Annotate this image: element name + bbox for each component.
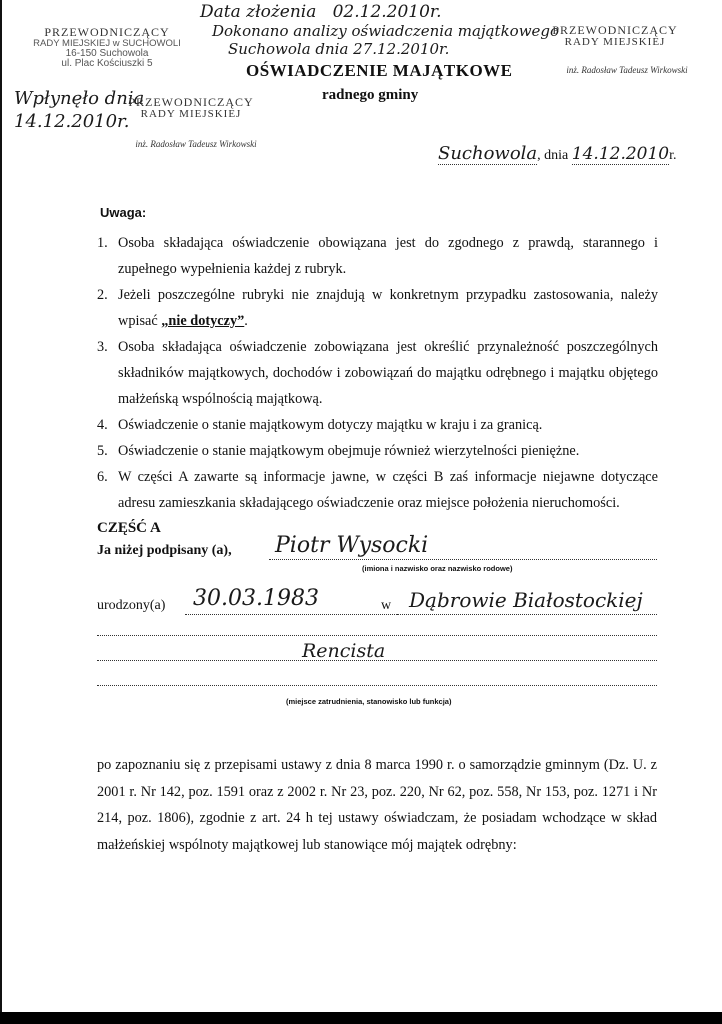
handwritten-name: Piotr Wysocki [275, 533, 429, 558]
stamp-top-left [22, 26, 192, 70]
note-text: Oświadczenie o stanie majątkowym dotyczy majątku w kraju i za granicą. [118, 417, 543, 433]
employment-dotted-line-3 [97, 685, 657, 686]
name-caption: (imiona i nazwisko oraz nazwisko rodowe) [362, 564, 513, 573]
document-subtitle: radnego gminy [322, 87, 419, 103]
stamp-title: PRZEWODNICZĄCY [128, 95, 254, 109]
stamp-signature: inż. Radosław Tadeusz Wirkowski [135, 139, 257, 149]
handwritten-birth-date: 30.03.1983 [193, 586, 319, 611]
note-item [97, 282, 658, 334]
employment-caption: (miejsce zatrudnienia, stanowisko lub funkcja) [286, 697, 452, 706]
date-suffix: r. [669, 148, 677, 163]
note-item [97, 464, 658, 516]
note-text: Jeżeli poszczególne rubryki nie znajdują w konkretnym przypadku zastosowania, należy wpisać [118, 287, 658, 329]
note-number: 5. [97, 443, 108, 459]
stamp-top-right-signature [534, 66, 720, 75]
handwritten-date-note: Data złożenia 02.12.2010r. [200, 2, 442, 22]
handwritten-received-label: Wpłynęło dnia [14, 88, 145, 109]
date-label: , dnia [537, 148, 569, 163]
handwritten-analysis-note: Dokonano analizy oświadczenia majątkowego [212, 22, 560, 40]
note-emphasis: „nie dotyczy” [161, 313, 245, 329]
stamp-line: RADY MIEJSKIEJ [564, 35, 666, 48]
notes-list [97, 230, 658, 516]
born-label: urodzony(a) [97, 598, 166, 613]
scan-edge [0, 0, 2, 1024]
stamp-line: RADY MIEJSKIEJ w SUCHOWOLI [33, 37, 181, 49]
note-item [97, 230, 658, 282]
handwritten-employment: Rencista [302, 640, 386, 662]
note-number: 3. [97, 339, 108, 355]
stamp-top-right [540, 24, 690, 48]
note-number: 4. [97, 417, 108, 433]
note-number: 2. [97, 287, 108, 303]
employment-dotted-line-2 [97, 660, 657, 661]
handwritten-place: Suchowola [438, 143, 538, 164]
note-number: 6. [97, 469, 108, 485]
closing-paragraph: po zapoznaniu się z przepisami ustawy z dnia 8 marca 1990 r. o samorządzie gminnym (Dz. U. z 2001 r. Nr 142, poz. 1591 oraz z 2002 r. Nr 23, poz. 220, Nr 62, poz. 558, Nr 153, poz. 1271 i Nr 214, poz. 1806), zgodnie z art. 24 h tej ustawy oświadczam, że posiadam wchodzące w skład małżeńskiej wspólnoty majątkowej lub stanowiące mój majątek odrębny: [97, 757, 657, 853]
note-text: Oświadczenie o stanie majątkowym obejmuje również wierzytelności pieniężne. [118, 443, 580, 459]
stamp-middle-signature [96, 140, 296, 149]
notes-section [97, 200, 658, 516]
place-date-line [438, 143, 677, 164]
note-text: Osoba składająca oświadczenie zobowiązana jest określić przynależność poszczególnych składników majątkowych, dochodów i zobowiązań do majątku odrębnego i majątku objętego małżeńską wspólnością majątkową. [118, 339, 658, 407]
in-label: w [381, 598, 392, 613]
birth-row [97, 586, 657, 618]
birth-place-dotted-line [397, 614, 657, 615]
handwritten-birth-place: Dąbrowie Białostockiej [409, 588, 643, 612]
note-number: 1. [97, 235, 108, 251]
signed-row [97, 533, 657, 565]
scan-bottom-edge [0, 1012, 722, 1024]
note-item [97, 412, 658, 438]
note-item [97, 438, 658, 464]
stamp-title: PRZEWODNICZĄCY [552, 23, 678, 37]
stamp-title: PRZEWODNICZĄCY [44, 25, 170, 39]
note-text: Osoba składająca oświadczenie obowiązana jest do zgodnego z prawdą, starannego i zupełnego wypełnienia każdej z rubryk. [118, 235, 658, 277]
handwritten-date: 14.12.2010 [571, 144, 670, 164]
stamp-line: 16-150 Suchowola [65, 47, 149, 59]
document-title: OŚWIADCZENIE MAJĄTKOWE [246, 61, 513, 80]
notes-heading: Uwaga: [100, 205, 147, 220]
stamp-middle [116, 96, 266, 120]
note-item [97, 334, 658, 412]
stamp-line: ul. Plac Kościuszki 5 [61, 58, 153, 70]
part-a-heading: CZĘŚĆ A [97, 520, 161, 536]
signed-dotted-line [269, 559, 657, 560]
employment-dotted-line-1 [97, 635, 657, 636]
stamp-signature: inż. Radosław Tadeusz Wirkowski [566, 65, 688, 75]
handwritten-received-date: 14.12.2010r. [14, 111, 130, 132]
note-text-end: . [244, 313, 248, 329]
signed-label: Ja niżej podpisany (a), [97, 543, 232, 558]
note-text: W części A zawarte są informacje jawne, w części B zaś informacje niejawne dotyczące adresu zamieszkania składającego oświadczenie oraz miejsce położenia nieruchomości. [118, 469, 658, 511]
stamp-line: RADY MIEJSKIEJ [140, 107, 242, 120]
handwritten-suchowola-note: Suchowola dnia 27.12.2010r. [228, 40, 450, 58]
